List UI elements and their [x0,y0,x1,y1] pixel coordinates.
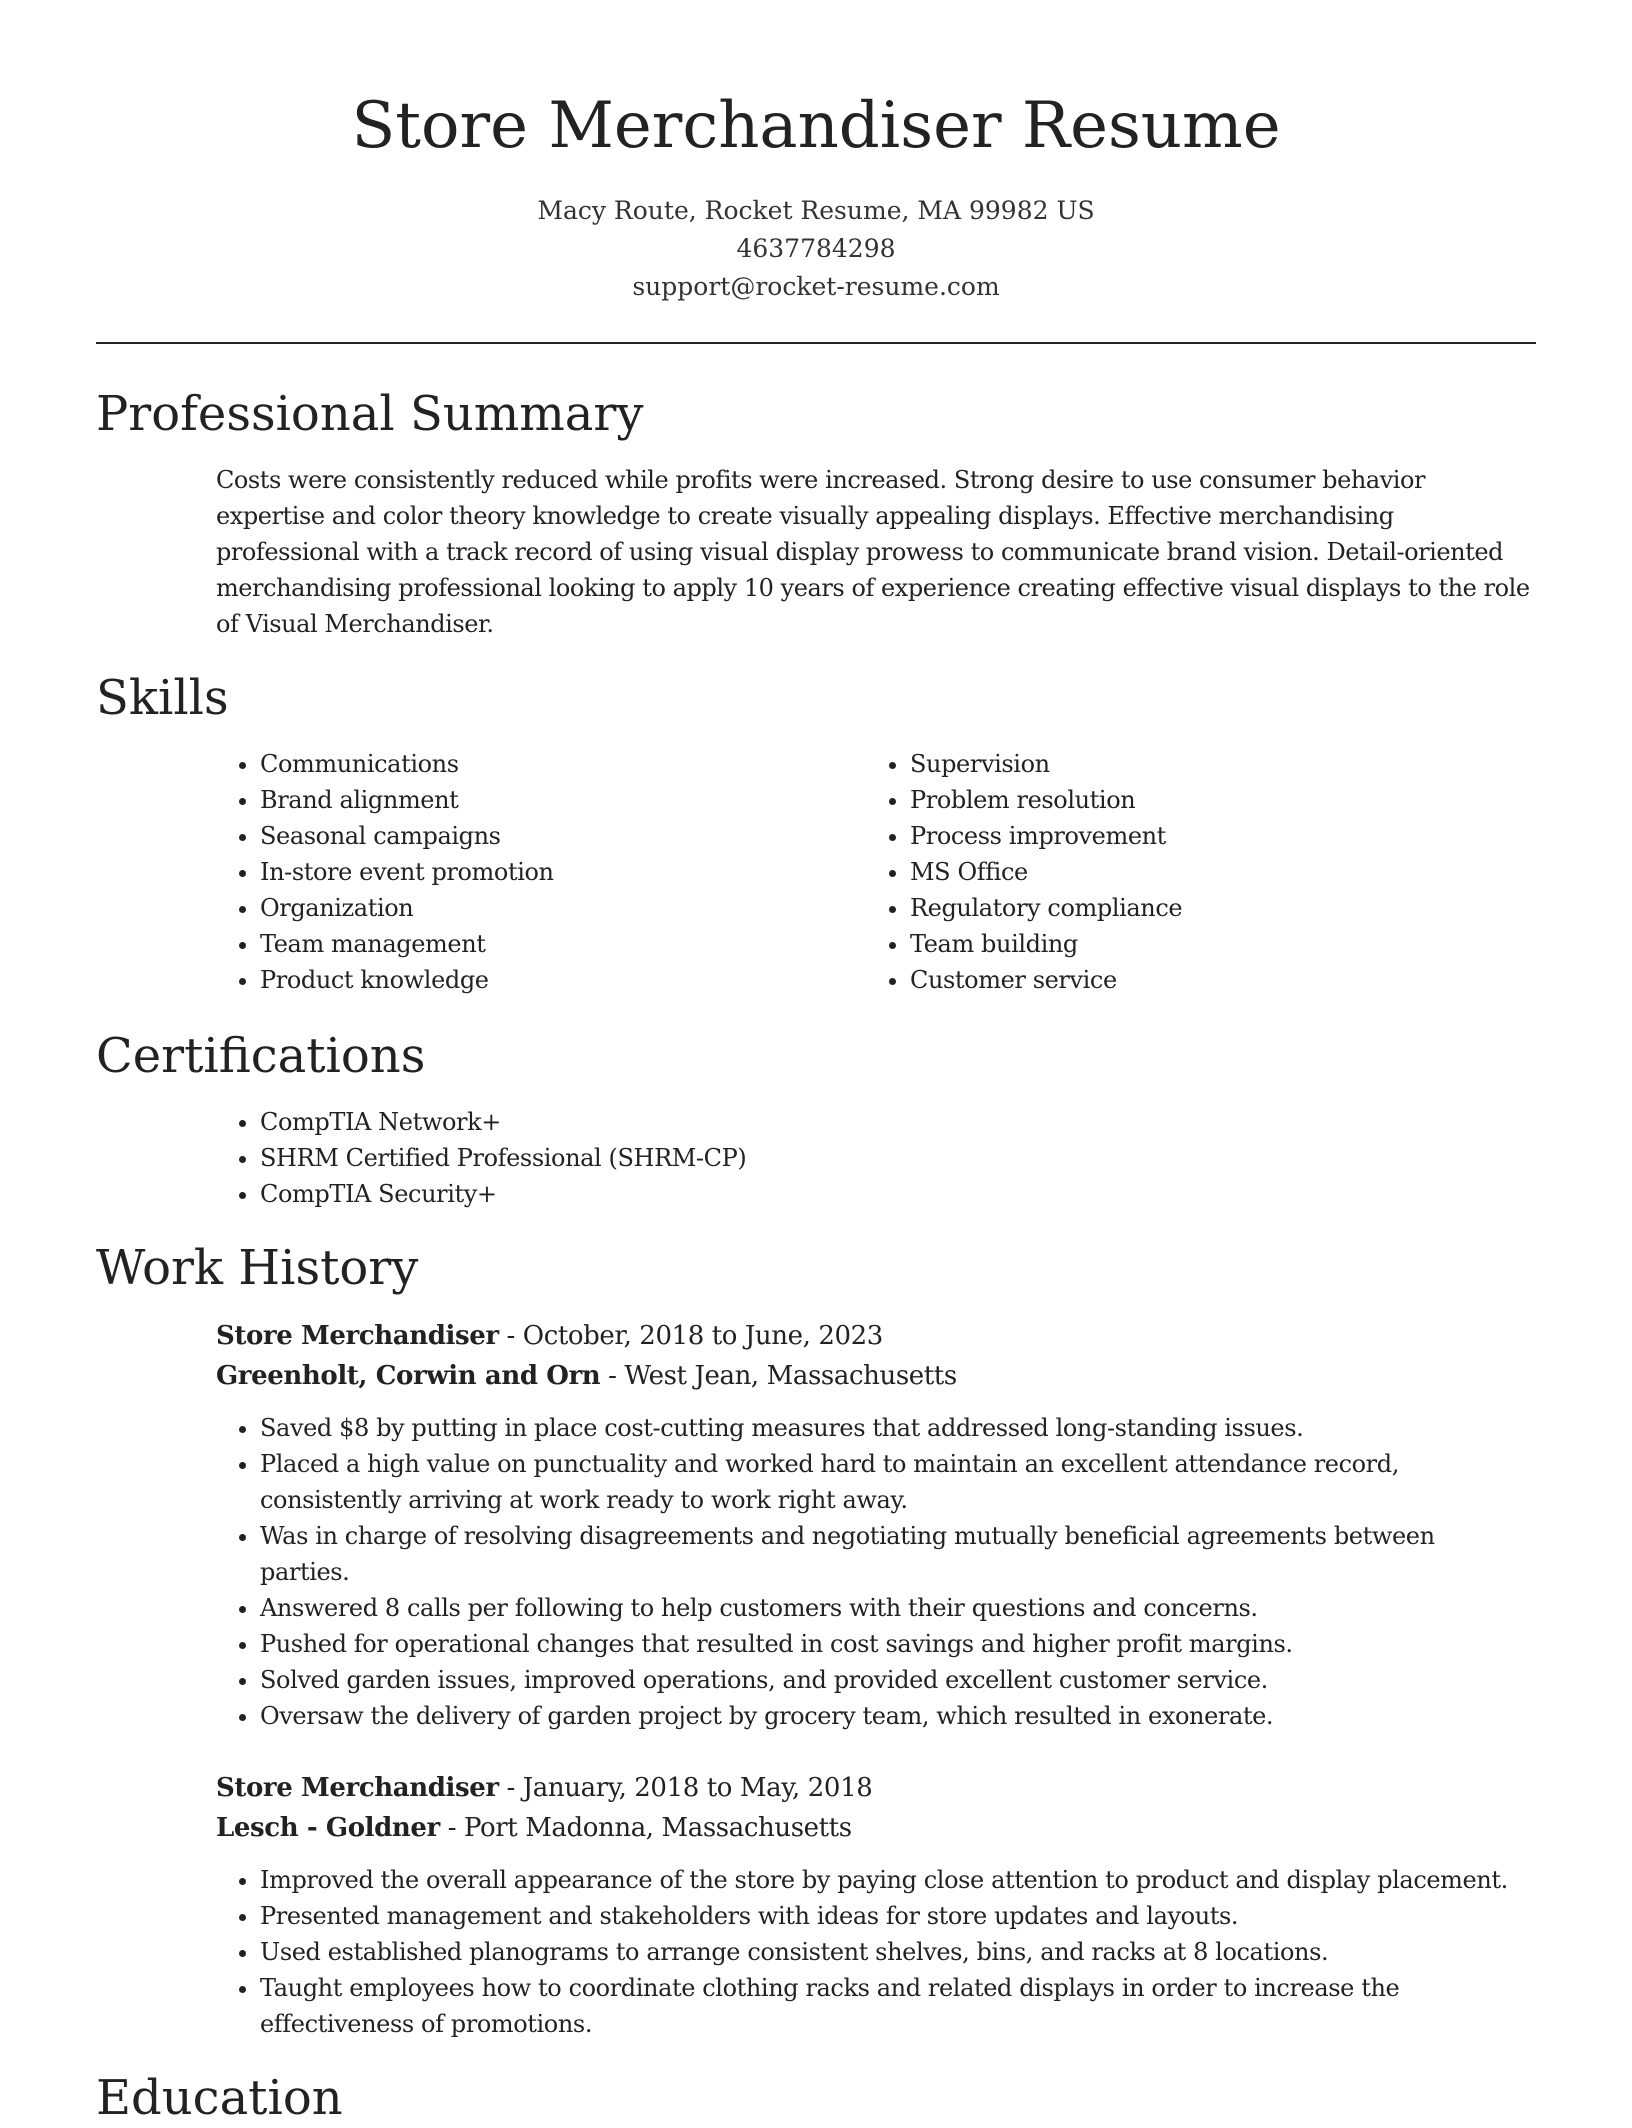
list-item: • Supervision [910,746,1510,782]
contact-phone: 4637784298 [736,234,896,263]
work-history-heading: Work History [96,1240,419,1296]
list-item: • CompTIA Network+ [260,1104,1260,1140]
skills-list-right [866,746,1510,998]
list-item: • In-store event promotion [260,854,840,890]
summary-text: Costs were consistently reduced while profits were increased. Strong desire to use consumer behavior expertise and color theory knowledge to create visually appealing displays. Effective merchandising professional with a track record of using visual display prowess to communicate brand vision. Detail-oriented merchandising professional looking to apply 10 years of experience creating effective visual displays to the role of Visual Merchandiser. [216,466,1530,638]
list-item: • Customer service [910,962,1510,998]
list-item: • Brand alignment [260,782,840,818]
job-2-location: - Port Madonna, Massachusetts [439,1813,852,1843]
list-item: • SHRM Certified Professional (SHRM-CP) [260,1140,1260,1176]
list-item: • Saved $8 by putting in place cost-cutting measures that addressed long-standing issues. [260,1410,1490,1446]
job-1-location: - West Jean, Massachusetts [600,1361,957,1391]
job-1-company: Greenholt, Corwin and Orn [216,1361,601,1391]
summary-heading: Professional Summary [96,386,644,442]
list-item: • Seasonal campaigns [260,818,840,854]
list-item: • CompTIA Security+ [260,1176,1260,1212]
skills-list-left [216,746,840,998]
job-2-bullets [216,1862,1580,2042]
resume-title: Store Merchandiser Resume [351,89,1281,163]
job-1-bullets [216,1410,1490,1734]
job-1-dates: - October, 2018 to June, 2023 [498,1321,883,1351]
list-item: • Team management [260,926,840,962]
list-item: • Communications [260,746,840,782]
job-2-dates: - January, 2018 to May, 2018 [498,1773,873,1803]
contact-address: Macy Route, Rocket Resume, MA 99982 US [537,196,1095,225]
list-item: • Product knowledge [260,962,840,998]
list-item: • Organization [260,890,840,926]
education-heading: Education [96,2070,343,2126]
list-item: • Answered 8 calls per following to help customers with their questions and concerns. [260,1590,1490,1626]
job-1-title: Store Merchandiser [216,1321,499,1351]
list-item: • Taught employees how to coordinate clothing racks and related displays in order to increase the effectiveness of promotions. [260,1970,1410,2042]
job-1-company-line [216,1356,1536,1396]
list-item: • Oversaw the delivery of garden project by grocery team, which resulted in exonerate. [260,1698,1490,1734]
job-2-title: Store Merchandiser [216,1773,499,1803]
list-item: • Placed a high value on punctuality and worked hard to maintain an excellent attendance record, consistently arriving at work ready to work right away. [260,1446,1490,1518]
skills-heading: Skills [96,670,229,726]
list-item: • Presented management and stakeholders with ideas for store updates and layouts. [260,1898,1580,1934]
list-item: • MS Office [910,854,1510,890]
list-item: • Process improvement [910,818,1510,854]
certifications-heading: Certifications [96,1028,426,1084]
list-item: • Improved the overall appearance of the store by paying close attention to product and display placement. [260,1862,1580,1898]
job-2-title-line [216,1768,1536,1808]
list-item: • Was in charge of resolving disagreements and negotiating mutually beneficial agreements between parties. [260,1518,1490,1590]
list-item: • Solved garden issues, improved operations, and provided excellent customer service. [260,1662,1490,1698]
job-2-company-line [216,1808,1536,1848]
contact-block [96,192,1536,306]
list-item: • Regulatory compliance [910,890,1510,926]
list-item: • Team building [910,926,1510,962]
certifications-list [216,1104,1260,1212]
header-divider [96,342,1536,344]
list-item: • Pushed for operational changes that resulted in cost savings and higher profit margins. [260,1626,1490,1662]
job-2-company: Lesch - Goldner [216,1813,440,1843]
list-item: • Problem resolution [910,782,1510,818]
job-1-title-line [216,1316,1536,1356]
list-item: • Used established planograms to arrange consistent shelves, bins, and racks at 8 locations. [260,1934,1580,1970]
contact-email: support@rocket-resume.com [632,272,1000,301]
